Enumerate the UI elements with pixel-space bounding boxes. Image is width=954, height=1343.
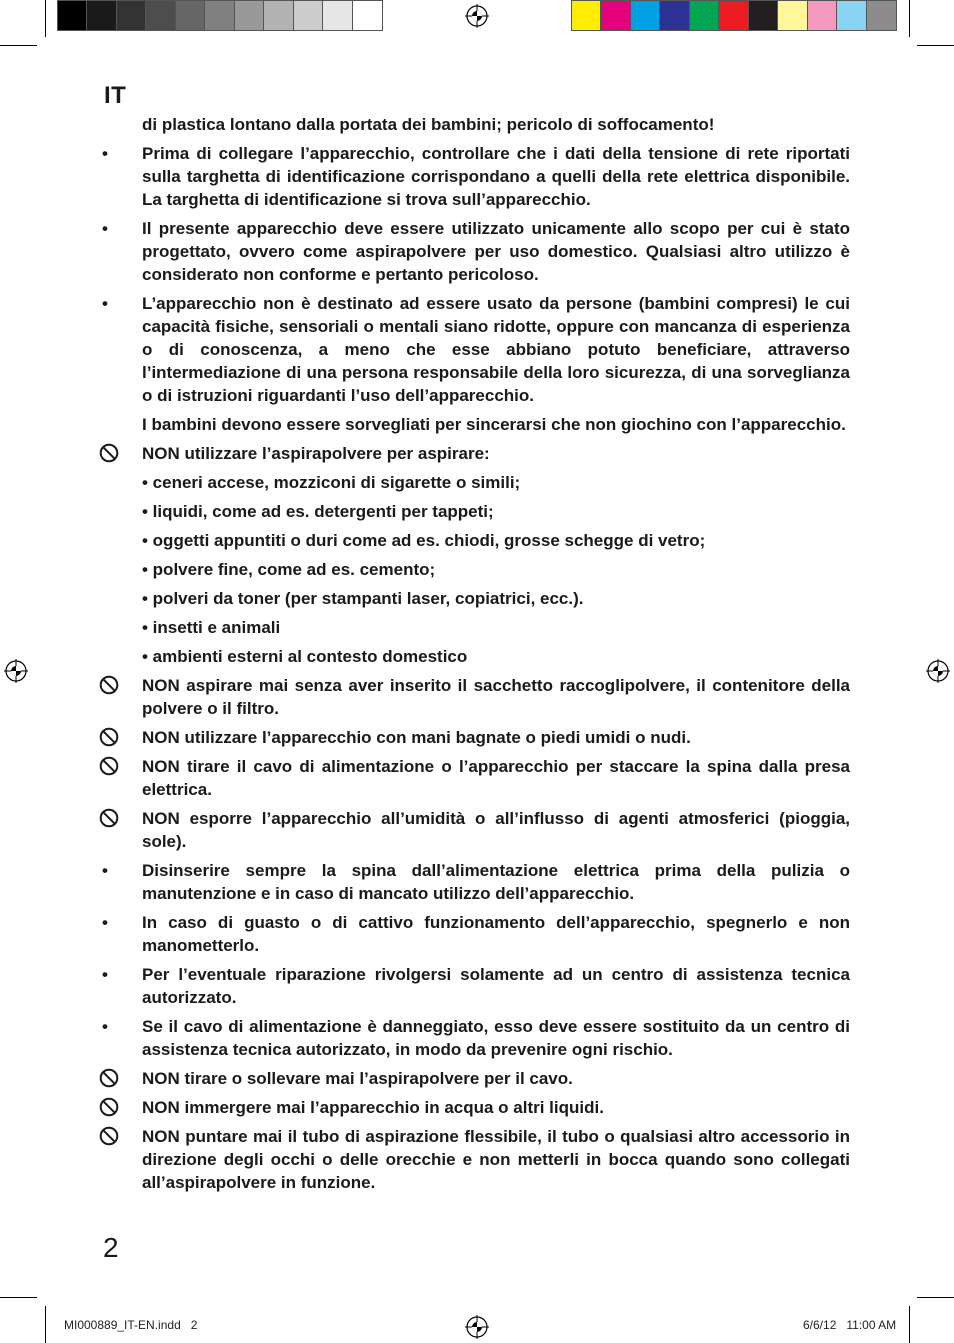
item-text: NON utilizzare l’aspirapolvere per aspirare: bbox=[142, 444, 490, 463]
process-swatch bbox=[749, 1, 778, 30]
grayscale-swatch bbox=[146, 1, 175, 30]
registration-mark-icon bbox=[4, 659, 28, 683]
bullet-item bbox=[96, 911, 850, 957]
process-swatch bbox=[719, 1, 748, 30]
grayscale-swatch bbox=[58, 1, 87, 30]
bullet-item bbox=[96, 142, 850, 211]
bullet-icon: • bbox=[102, 861, 108, 880]
prohibition-item bbox=[96, 807, 850, 853]
bullet-icon: • bbox=[102, 219, 108, 238]
sub-list-item: • liquidi, come ad es. detergenti per tappeti; bbox=[142, 502, 494, 521]
prohibition-item bbox=[96, 755, 850, 801]
crop-mark-top-right-h bbox=[917, 45, 954, 46]
item-text: di plastica lontano dalla portata dei bambini; pericolo di soffocamento! bbox=[142, 115, 715, 134]
grayscale-swatch bbox=[87, 1, 116, 30]
crop-mark-top-right-v bbox=[909, 0, 910, 37]
registration-mark-icon bbox=[465, 4, 489, 28]
process-swatch bbox=[808, 1, 837, 30]
item-text: Il presente apparecchio deve essere utilizzato unicamente allo scopo per cui è stato progettato, ovvero come aspirapolvere per uso domestico. Qualsiasi altro utilizzo è considerato non conforme e pertanto pericoloso. bbox=[142, 219, 850, 284]
item-text: NON immergere mai l’apparecchio in acqua o altri liquidi. bbox=[142, 1098, 604, 1117]
process-swatch bbox=[572, 1, 601, 30]
grayscale-color-bar bbox=[57, 0, 383, 31]
bullet-icon: • bbox=[102, 294, 108, 313]
sub-list-item: • ceneri accese, mozziconi di sigarette o simili; bbox=[142, 473, 521, 492]
grayscale-swatch bbox=[294, 1, 323, 30]
bullet-item bbox=[96, 217, 850, 286]
grayscale-swatch bbox=[176, 1, 205, 30]
item-text: NON tirare il cavo di alimentazione o l’apparecchio per staccare la spina dalla presa elettrica. bbox=[142, 757, 850, 799]
prohibition-item bbox=[96, 1096, 850, 1119]
continuation-paragraph bbox=[96, 113, 850, 136]
bullet-icon: • bbox=[102, 913, 108, 932]
registration-mark-icon bbox=[465, 1315, 489, 1339]
prohibition-item bbox=[96, 726, 850, 749]
crop-mark-top-left-h bbox=[0, 45, 37, 46]
item-text: Se il cavo di alimentazione è danneggiato, esso deve essere sostituito da un centro di assistenza tecnica autorizzato, in modo da prevenire ogni rischio. bbox=[142, 1017, 850, 1059]
crop-mark-top-left-v bbox=[45, 0, 46, 37]
bullet-icon: • bbox=[102, 144, 108, 163]
bullet-item bbox=[96, 1015, 850, 1061]
bullet-item bbox=[96, 963, 850, 1009]
grayscale-swatch bbox=[117, 1, 146, 30]
crop-mark-bottom-left-h bbox=[0, 1297, 37, 1298]
prohibition-item bbox=[96, 674, 850, 720]
bullet-item bbox=[96, 859, 850, 905]
crop-mark-bottom-left-v bbox=[45, 1306, 46, 1343]
item-text: I bambini devono essere sorvegliati per sincerarsi che non giochino con l’apparecchio. bbox=[142, 415, 846, 434]
grayscale-swatch bbox=[353, 1, 382, 30]
sub-list-item: • polvere fine, come ad es. cemento; bbox=[142, 560, 436, 579]
slug-file-name: MI000889_IT-EN.indd 2 bbox=[64, 1318, 198, 1332]
grayscale-swatch bbox=[323, 1, 352, 30]
item-text: NON aspirare mai senza aver inserito il sacchetto raccoglipolvere, il contenitore della polvere o il filtro. bbox=[142, 676, 850, 718]
process-swatch bbox=[660, 1, 689, 30]
continuation-paragraph bbox=[96, 413, 850, 436]
process-color-bar bbox=[571, 0, 897, 31]
process-swatch bbox=[867, 1, 896, 30]
process-swatch bbox=[601, 1, 630, 30]
sub-list-item: • ambienti esterni al contesto domestico bbox=[142, 647, 468, 666]
prohibition-item bbox=[96, 1125, 850, 1194]
slug-date-time: 6/6/12 11:00 AM bbox=[803, 1318, 897, 1332]
process-swatch bbox=[778, 1, 807, 30]
registration-mark-icon bbox=[926, 659, 950, 683]
safety-instructions-list bbox=[96, 113, 850, 1200]
bullet-icon: • bbox=[102, 965, 108, 984]
crop-mark-bottom-right-v bbox=[909, 1306, 910, 1343]
sub-list-item: • insetti e animali bbox=[142, 618, 281, 637]
page-number: 2 bbox=[103, 1232, 119, 1263]
item-text: NON utilizzare l’apparecchio con mani bagnate o piedi umidi o nudi. bbox=[142, 728, 691, 747]
item-text: Disinserire sempre la spina dall’alimentazione elettrica prima della pulizia o manutenzione e in caso di mancato utilizzo dell’apparecchio. bbox=[142, 861, 850, 903]
grayscale-swatch bbox=[264, 1, 293, 30]
item-text: NON esporre l’apparecchio all’umidità o all’influsso di agenti atmosferici (pioggia, sole). bbox=[142, 809, 850, 851]
language-code-heading: IT bbox=[104, 82, 127, 109]
sub-list-item: • oggetti appuntiti o duri come ad es. chiodi, grosse schegge di vetro; bbox=[142, 531, 706, 550]
process-swatch bbox=[837, 1, 866, 30]
prohibition-item bbox=[96, 1067, 850, 1090]
prohibition-item bbox=[96, 442, 850, 465]
process-swatch bbox=[631, 1, 660, 30]
item-text: L’apparecchio non è destinato ad essere usato da persone (bambini compresi) le cui capacità fisiche, sensoriali o mentali siano ridotte, oppure con mancanza di esperienza o di conoscenza, a meno che esse abbiano potuto beneficiare, attraverso l’intermediazione di una persona responsabile della loro sicurezza, di una sorveglianza o di istruzioni riguardanti l’uso dell’apparecchio. bbox=[142, 294, 850, 405]
grayscale-swatch bbox=[235, 1, 264, 30]
item-text: Prima di collegare l’apparecchio, controllare che i dati della tensione di rete riportati sulla targhetta di identificazione corrispondano a quelli della rete elettrica disponibile. La targhetta di identificazione si trova sull’apparecchio. bbox=[142, 144, 850, 209]
sub-list-item: • polveri da toner (per stampanti laser, copiatrici, ecc.). bbox=[142, 589, 584, 608]
item-text: NON tirare o sollevare mai l’aspirapolvere per il cavo. bbox=[142, 1069, 573, 1088]
process-swatch bbox=[690, 1, 719, 30]
bullet-icon: • bbox=[102, 1017, 108, 1036]
item-text: Per l’eventuale riparazione rivolgersi solamente ad un centro di assistenza tecnica autorizzato. bbox=[142, 965, 850, 1007]
crop-mark-bottom-right-h bbox=[917, 1297, 954, 1298]
bullet-item bbox=[96, 292, 850, 407]
grayscale-swatch bbox=[205, 1, 234, 30]
item-text: NON puntare mai il tubo di aspirazione flessibile, il tubo o qualsiasi altro accessorio in direzione degli occhi o delle orecchie e non metterli in bocca quando sono collegati all’aspirapolvere in funzione. bbox=[142, 1127, 850, 1192]
item-text: In caso di guasto o di cattivo funzionamento dell’apparecchio, spegnerlo e non manometterlo. bbox=[142, 913, 850, 955]
